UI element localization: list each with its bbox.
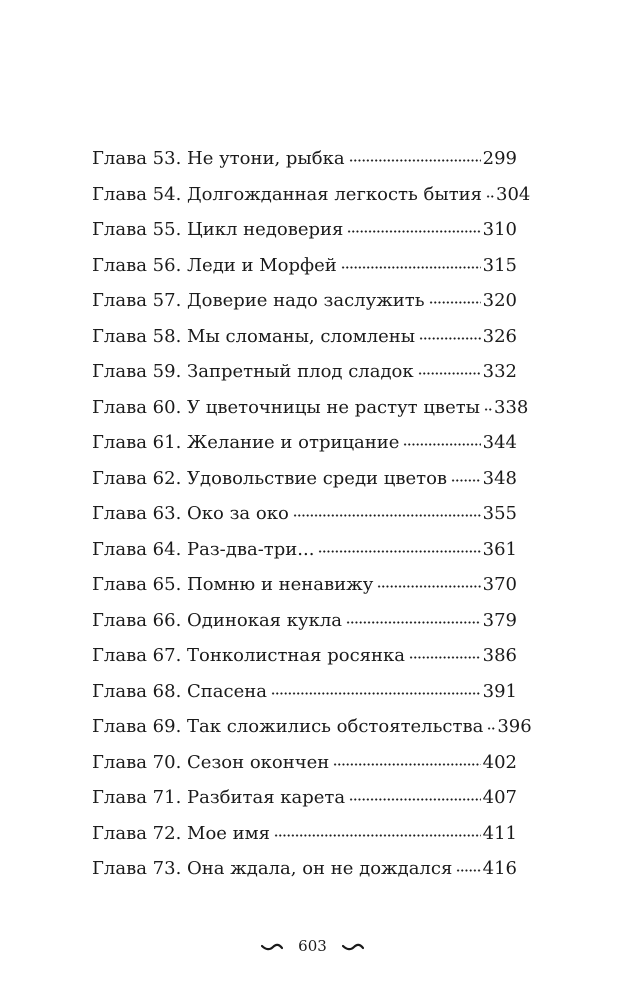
toc-entry [92,425,517,461]
dot-leader [347,215,480,235]
toc-entry [92,212,517,248]
swash-ornament-left-icon [261,942,283,952]
toc-entry [92,567,517,603]
dot-leader [333,748,480,768]
toc-entry-title: Глава 72. Мое имя [92,822,271,844]
toc-entry-title: Глава 56. Леди и Морфей [92,254,337,276]
toc-entry-page: 396 [497,716,532,737]
toc-entry-page: 332 [482,361,517,382]
toc-entry-title: Глава 64. Раз-два-три... [92,538,315,560]
toc-entry-page: 338 [494,396,529,418]
toc-entry [92,745,517,781]
toc-entry [92,816,517,852]
toc-entry [92,638,517,674]
toc-entry-page: 344 [482,432,517,453]
dot-leader [487,712,495,732]
toc-entry-title: Глава 67. Тонколистная росянка [92,645,405,666]
toc-entry [92,461,517,497]
toc-entry-title: Глава 53. Не утони, рыбка [92,148,345,169]
dot-leader [271,677,481,697]
toc-entry-page: 320 [482,290,517,311]
toc-entry [92,283,517,319]
toc-entry-title: Глава 60. У цветочницы не растут цветы [92,396,481,418]
toc-entry [92,532,517,568]
toc-entry-title: Глава 63. Око за око [92,503,289,524]
toc-entry-title: Глава 68. Спасена [92,680,267,702]
toc-entry-title: Глава 69. Так сложились обстоятельства [92,716,484,737]
toc-entry-page: 355 [482,503,517,524]
dot-leader [456,854,480,874]
toc-entry-title: Глава 58. Мы сломаны, сломлены [92,325,416,347]
dot-leader [349,144,481,164]
toc-entry [92,496,517,532]
page-footer [0,936,625,956]
toc-entry-page: 391 [482,680,517,702]
toc-entry [92,851,517,887]
swash-ornament-right-icon [342,942,364,952]
toc-entry-title: Глава 55. Цикл недоверия [92,219,344,240]
toc-entry [92,141,517,177]
dot-leader [274,819,481,839]
dot-leader [318,535,480,555]
toc-entry-title: Глава 61. Желание и отрицание [92,432,400,453]
toc-entry-page: 326 [482,325,517,347]
toc-entry-title: Глава 57. Доверие надо заслужить [92,290,425,311]
toc-entry [92,177,531,213]
dot-leader [346,606,481,626]
dot-leader [349,783,481,803]
table-of-contents [92,141,532,887]
toc-entry-page: 416 [482,858,517,879]
toc-entry [92,603,517,639]
toc-entry-title: Глава 62. Удовольствие среди цветов [92,467,448,489]
toc-entry-page: 315 [482,254,517,276]
toc-entry-title: Глава 59. Запретный плод сладок [92,361,414,382]
dot-leader [429,286,481,306]
dot-leader [484,393,492,413]
toc-entry [92,674,517,710]
toc-entry-page: 348 [482,467,517,489]
toc-entry-page: 411 [482,822,517,844]
toc-entry-page: 304 [496,183,531,205]
toc-entry-page: 402 [482,751,517,773]
dot-leader [409,641,481,661]
dot-leader [293,499,481,519]
toc-entry-page: 407 [482,787,517,808]
toc-entry-title: Глава 54. Долгожданная легкость бытия [92,183,483,205]
toc-entry-page: 361 [482,538,517,560]
dot-leader [419,322,481,342]
toc-entry-page: 379 [482,609,517,631]
toc-entry [92,390,529,426]
toc-entry-title: Глава 65. Помню и ненавижу [92,574,374,595]
toc-entry-title: Глава 73. Она ждала, он не дождался [92,858,453,879]
dot-leader [341,251,481,271]
dot-leader [403,428,480,448]
toc-entry [92,319,517,355]
toc-entry-title: Глава 70. Сезон окончен [92,751,330,773]
toc-entry-page: 386 [482,645,517,666]
dot-leader [377,570,480,590]
toc-entry [92,354,517,390]
toc-entry-page: 299 [482,148,517,169]
toc-entry-title: Глава 71. Разбитая карета [92,787,346,808]
toc-entry [92,248,517,284]
toc-entry [92,709,532,745]
toc-entry-page: 370 [482,574,517,595]
page-number: 603 [298,937,327,955]
toc-entry [92,780,517,816]
dot-leader [418,357,481,377]
dot-leader [486,180,494,200]
toc-entry-page: 310 [482,219,517,240]
dot-leader [451,464,481,484]
toc-entry-title: Глава 66. Одинокая кукла [92,609,343,631]
